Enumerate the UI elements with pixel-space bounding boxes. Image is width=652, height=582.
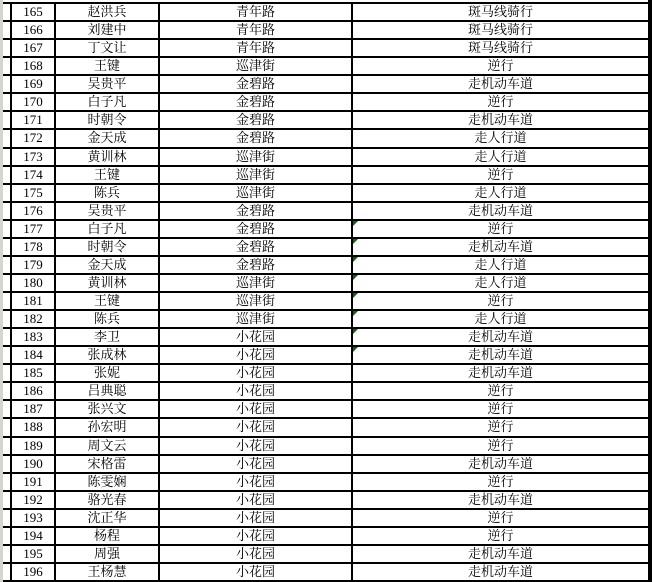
row-number-cell[interactable]: 176	[12, 203, 56, 219]
street-cell[interactable]: 小花园	[160, 401, 353, 417]
empty-margin-cell[interactable]	[3, 221, 12, 237]
violation-cell[interactable]: 走机动车道	[353, 239, 648, 255]
name-cell[interactable]: 丁文让	[56, 40, 160, 56]
table-row	[3, 474, 648, 492]
table-row	[3, 401, 648, 419]
empty-margin-cell[interactable]	[3, 510, 12, 526]
row-number-cell[interactable]: 169	[12, 76, 56, 92]
row-number-cell[interactable]: 173	[12, 149, 56, 165]
empty-margin-cell[interactable]	[3, 456, 12, 472]
empty-margin-cell[interactable]	[3, 528, 12, 544]
street-cell[interactable]: 青年路	[160, 22, 353, 38]
street-cell[interactable]: 巡津街	[160, 58, 353, 74]
name-cell[interactable]: 吴贵平	[56, 76, 160, 92]
row-number-cell[interactable]: 187	[12, 401, 56, 417]
empty-margin-cell[interactable]	[3, 383, 12, 399]
empty-margin-cell[interactable]	[3, 474, 12, 490]
row-number-cell[interactable]: 175	[12, 185, 56, 201]
error-indicator-icon	[353, 293, 358, 298]
violation-cell[interactable]: 走人行道	[474, 130, 527, 146]
table-row	[3, 112, 648, 130]
empty-margin-cell[interactable]	[3, 149, 12, 165]
violation-cell[interactable]: 逆行	[487, 58, 514, 74]
row-number-cell[interactable]: 189	[12, 438, 56, 454]
street-cell[interactable]: 金碧路	[160, 76, 353, 92]
street-cell[interactable]: 巡津街	[160, 167, 353, 183]
table-row	[3, 311, 648, 329]
street-cell[interactable]: 小花园	[160, 329, 353, 345]
street-cell[interactable]: 小花园	[160, 546, 353, 562]
empty-margin-cell[interactable]	[3, 185, 12, 201]
table-row	[3, 76, 648, 94]
error-indicator-icon	[353, 239, 358, 244]
table-row	[3, 22, 648, 40]
violation-cell[interactable]: 逆行	[353, 293, 648, 309]
error-indicator-icon	[353, 257, 358, 262]
street-cell[interactable]: 青年路	[160, 4, 353, 20]
violation-cell[interactable]: 走机动车道	[467, 455, 533, 471]
violation-cell[interactable]: 斑马线骑行	[467, 22, 533, 38]
table-row	[3, 257, 648, 275]
street-cell[interactable]: 巡津街	[160, 149, 353, 165]
row-number-cell[interactable]: 174	[12, 167, 56, 183]
empty-margin-cell[interactable]	[3, 22, 12, 38]
name-cell[interactable]: 沈正华	[56, 510, 160, 526]
violation-cell[interactable]: 逆行	[487, 509, 514, 525]
violation-cell[interactable]: 逆行	[487, 166, 514, 182]
name-cell[interactable]: 赵洪兵	[56, 4, 160, 20]
violation-cell[interactable]: 走人行道	[474, 148, 527, 164]
violation-cell[interactable]: 走机动车道	[467, 545, 533, 561]
row-number-cell[interactable]: 185	[12, 365, 56, 381]
street-cell[interactable]: 青年路	[160, 40, 353, 56]
table-row	[3, 293, 648, 311]
name-cell[interactable]: 张成林	[56, 347, 160, 363]
name-cell[interactable]: 陈兵	[56, 311, 160, 327]
name-cell[interactable]: 孙宏明	[56, 419, 160, 435]
table-row	[3, 383, 648, 401]
row-number-cell[interactable]: 165	[12, 4, 56, 20]
street-cell[interactable]: 小花园	[160, 564, 353, 580]
name-cell[interactable]: 陈兵	[56, 185, 160, 201]
name-cell[interactable]: 骆光春	[56, 492, 160, 508]
violation-cell[interactable]: 走人行道	[353, 257, 648, 273]
name-cell[interactable]: 杨程	[56, 528, 160, 544]
name-cell[interactable]: 李卫	[56, 329, 160, 345]
empty-margin-cell[interactable]	[3, 4, 12, 20]
table-row	[3, 203, 648, 221]
violation-cell[interactable]: 走机动车道	[353, 347, 648, 363]
table-row	[3, 438, 648, 456]
violation-cell[interactable]: 逆行	[487, 383, 514, 399]
violation-cell[interactable]: 走机动车道	[353, 329, 648, 345]
street-cell[interactable]: 金碧路	[160, 130, 353, 146]
row-number-cell[interactable]: 179	[12, 257, 56, 273]
table-row	[3, 221, 648, 239]
violation-cell[interactable]: 逆行	[487, 473, 514, 489]
error-indicator-icon	[353, 311, 358, 316]
empty-margin-cell[interactable]	[3, 94, 12, 110]
row-number-cell[interactable]: 177	[12, 221, 56, 237]
name-cell[interactable]: 陈雯娴	[56, 474, 160, 490]
empty-margin-cell[interactable]	[3, 257, 12, 273]
empty-margin-cell[interactable]	[3, 492, 12, 508]
violation-cell[interactable]: 走机动车道	[467, 365, 533, 381]
table-row	[3, 130, 648, 148]
row-number-cell[interactable]: 188	[12, 419, 56, 435]
violation-cell[interactable]: 走机动车道	[467, 76, 533, 92]
name-cell[interactable]: 王键	[56, 293, 160, 309]
table-row	[3, 546, 648, 564]
street-cell[interactable]: 金碧路	[160, 112, 353, 128]
spreadsheet-grid	[3, 2, 648, 582]
violation-cell[interactable]: 逆行	[487, 527, 514, 543]
empty-margin-cell[interactable]	[3, 347, 12, 363]
table-row	[3, 4, 648, 22]
row-number-cell[interactable]: 166	[12, 22, 56, 38]
empty-margin-cell[interactable]	[3, 419, 12, 435]
row-number-cell[interactable]: 193	[12, 510, 56, 526]
empty-margin-cell[interactable]	[3, 76, 12, 92]
table-row	[3, 239, 648, 257]
table-row	[3, 564, 648, 582]
name-cell[interactable]: 黄训林	[56, 149, 160, 165]
street-cell[interactable]: 小花园	[160, 383, 353, 399]
street-cell[interactable]: 小花园	[160, 365, 353, 381]
street-cell[interactable]: 金碧路	[160, 221, 353, 237]
empty-margin-cell[interactable]	[3, 438, 12, 454]
name-cell[interactable]: 周强	[56, 546, 160, 562]
street-cell[interactable]: 金碧路	[160, 257, 353, 273]
violation-cell[interactable]: 逆行	[353, 221, 648, 237]
empty-margin-cell[interactable]	[3, 564, 12, 580]
table-row	[3, 456, 648, 474]
table-row	[3, 365, 648, 383]
error-indicator-icon	[353, 347, 358, 352]
table-row	[3, 149, 648, 167]
row-number-cell[interactable]: 167	[12, 40, 56, 56]
row-number-cell[interactable]: 190	[12, 456, 56, 472]
street-cell[interactable]: 金碧路	[160, 203, 353, 219]
street-cell[interactable]: 小花园	[160, 438, 353, 454]
violation-cell[interactable]: 走机动车道	[467, 563, 533, 579]
row-number-cell[interactable]: 181	[12, 293, 56, 309]
table-row	[3, 94, 648, 112]
table-row	[3, 167, 648, 185]
row-number-cell[interactable]: 196	[12, 564, 56, 580]
street-cell[interactable]: 金碧路	[160, 239, 353, 255]
row-number-cell[interactable]: 184	[12, 347, 56, 363]
street-cell[interactable]: 巡津街	[160, 311, 353, 327]
street-cell[interactable]: 巡津街	[160, 185, 353, 201]
violation-cell[interactable]: 走机动车道	[467, 112, 533, 128]
violation-cell[interactable]: 走机动车道	[467, 491, 533, 507]
violation-cell[interactable]: 逆行	[487, 401, 514, 417]
error-indicator-icon	[353, 221, 358, 226]
name-cell[interactable]: 张妮	[56, 365, 160, 381]
table-row	[3, 419, 648, 437]
name-cell[interactable]: 金天成	[56, 130, 160, 146]
table-row	[3, 528, 648, 546]
empty-margin-cell[interactable]	[3, 546, 12, 562]
row-number-cell[interactable]: 172	[12, 130, 56, 146]
row-number-cell[interactable]: 186	[12, 383, 56, 399]
empty-margin-cell[interactable]	[3, 311, 12, 327]
error-indicator-icon	[353, 329, 358, 334]
violation-cell[interactable]: 走人行道	[353, 311, 648, 327]
table-row	[3, 275, 648, 293]
name-cell[interactable]: 王键	[56, 167, 160, 183]
empty-margin-cell[interactable]	[3, 329, 12, 345]
street-cell[interactable]: 巡津街	[160, 275, 353, 291]
violation-cell[interactable]: 斑马线骑行	[467, 40, 533, 56]
empty-margin-cell[interactable]	[3, 401, 12, 417]
empty-margin-cell[interactable]	[3, 112, 12, 128]
violation-cell[interactable]: 逆行	[487, 94, 514, 110]
violation-cell[interactable]: 逆行	[487, 437, 514, 453]
empty-margin-cell[interactable]	[3, 130, 12, 146]
street-cell[interactable]: 小花园	[160, 492, 353, 508]
table-row	[3, 185, 648, 203]
street-cell[interactable]: 小花园	[160, 510, 353, 526]
violation-cell[interactable]: 逆行	[487, 419, 514, 435]
table-row	[3, 40, 648, 58]
street-cell[interactable]: 金碧路	[160, 94, 353, 110]
table-row	[3, 492, 648, 510]
name-cell[interactable]: 吕典聪	[56, 383, 160, 399]
name-cell[interactable]: 王键	[56, 58, 160, 74]
error-indicator-icon	[353, 275, 358, 280]
name-cell[interactable]: 白子凡	[56, 94, 160, 110]
empty-margin-cell[interactable]	[3, 167, 12, 183]
street-cell[interactable]: 小花园	[160, 347, 353, 363]
empty-margin-cell[interactable]	[3, 239, 12, 255]
row-number-cell[interactable]: 182	[12, 311, 56, 327]
violation-cell[interactable]: 走机动车道	[467, 202, 533, 218]
empty-margin-cell[interactable]	[3, 275, 12, 291]
name-cell[interactable]: 时朝令	[56, 112, 160, 128]
empty-margin-cell[interactable]	[3, 58, 12, 74]
street-cell[interactable]: 小花园	[160, 456, 353, 472]
empty-margin-cell[interactable]	[3, 40, 12, 56]
name-cell[interactable]: 吴贵平	[56, 203, 160, 219]
row-number-cell[interactable]: 168	[12, 58, 56, 74]
table-row	[3, 58, 648, 76]
row-number-cell[interactable]: 191	[12, 474, 56, 490]
name-cell[interactable]: 刘建中	[56, 22, 160, 38]
name-cell[interactable]: 白子凡	[56, 221, 160, 237]
row-number-cell[interactable]: 192	[12, 492, 56, 508]
street-cell[interactable]: 巡津街	[160, 293, 353, 309]
violation-cell[interactable]: 走人行道	[353, 275, 648, 291]
table-row	[3, 329, 648, 347]
street-cell[interactable]: 小花园	[160, 474, 353, 490]
name-cell[interactable]: 王杨慧	[56, 564, 160, 580]
row-number-cell[interactable]: 171	[12, 112, 56, 128]
name-cell[interactable]: 张兴文	[56, 401, 160, 417]
name-cell[interactable]: 金天成	[56, 257, 160, 273]
street-cell[interactable]: 小花园	[160, 419, 353, 435]
row-number-cell[interactable]: 178	[12, 239, 56, 255]
name-cell[interactable]: 时朝令	[56, 239, 160, 255]
empty-margin-cell[interactable]	[3, 203, 12, 219]
name-cell[interactable]: 周文云	[56, 438, 160, 454]
table-row	[3, 347, 648, 365]
violation-cell[interactable]: 走人行道	[474, 184, 527, 200]
row-number-cell[interactable]: 195	[12, 546, 56, 562]
name-cell[interactable]: 宋格雷	[56, 456, 160, 472]
table-row	[3, 510, 648, 528]
row-number-cell[interactable]: 194	[12, 528, 56, 544]
violation-cell[interactable]: 斑马线骑行	[467, 4, 533, 20]
street-cell[interactable]: 小花园	[160, 528, 353, 544]
row-number-cell[interactable]: 170	[12, 94, 56, 110]
row-number-cell[interactable]: 180	[12, 275, 56, 291]
table-right-border	[648, 0, 652, 582]
name-cell[interactable]: 黄训林	[56, 275, 160, 291]
empty-margin-cell[interactable]	[3, 365, 12, 381]
row-number-cell[interactable]: 183	[12, 329, 56, 345]
empty-margin-cell[interactable]	[3, 293, 12, 309]
